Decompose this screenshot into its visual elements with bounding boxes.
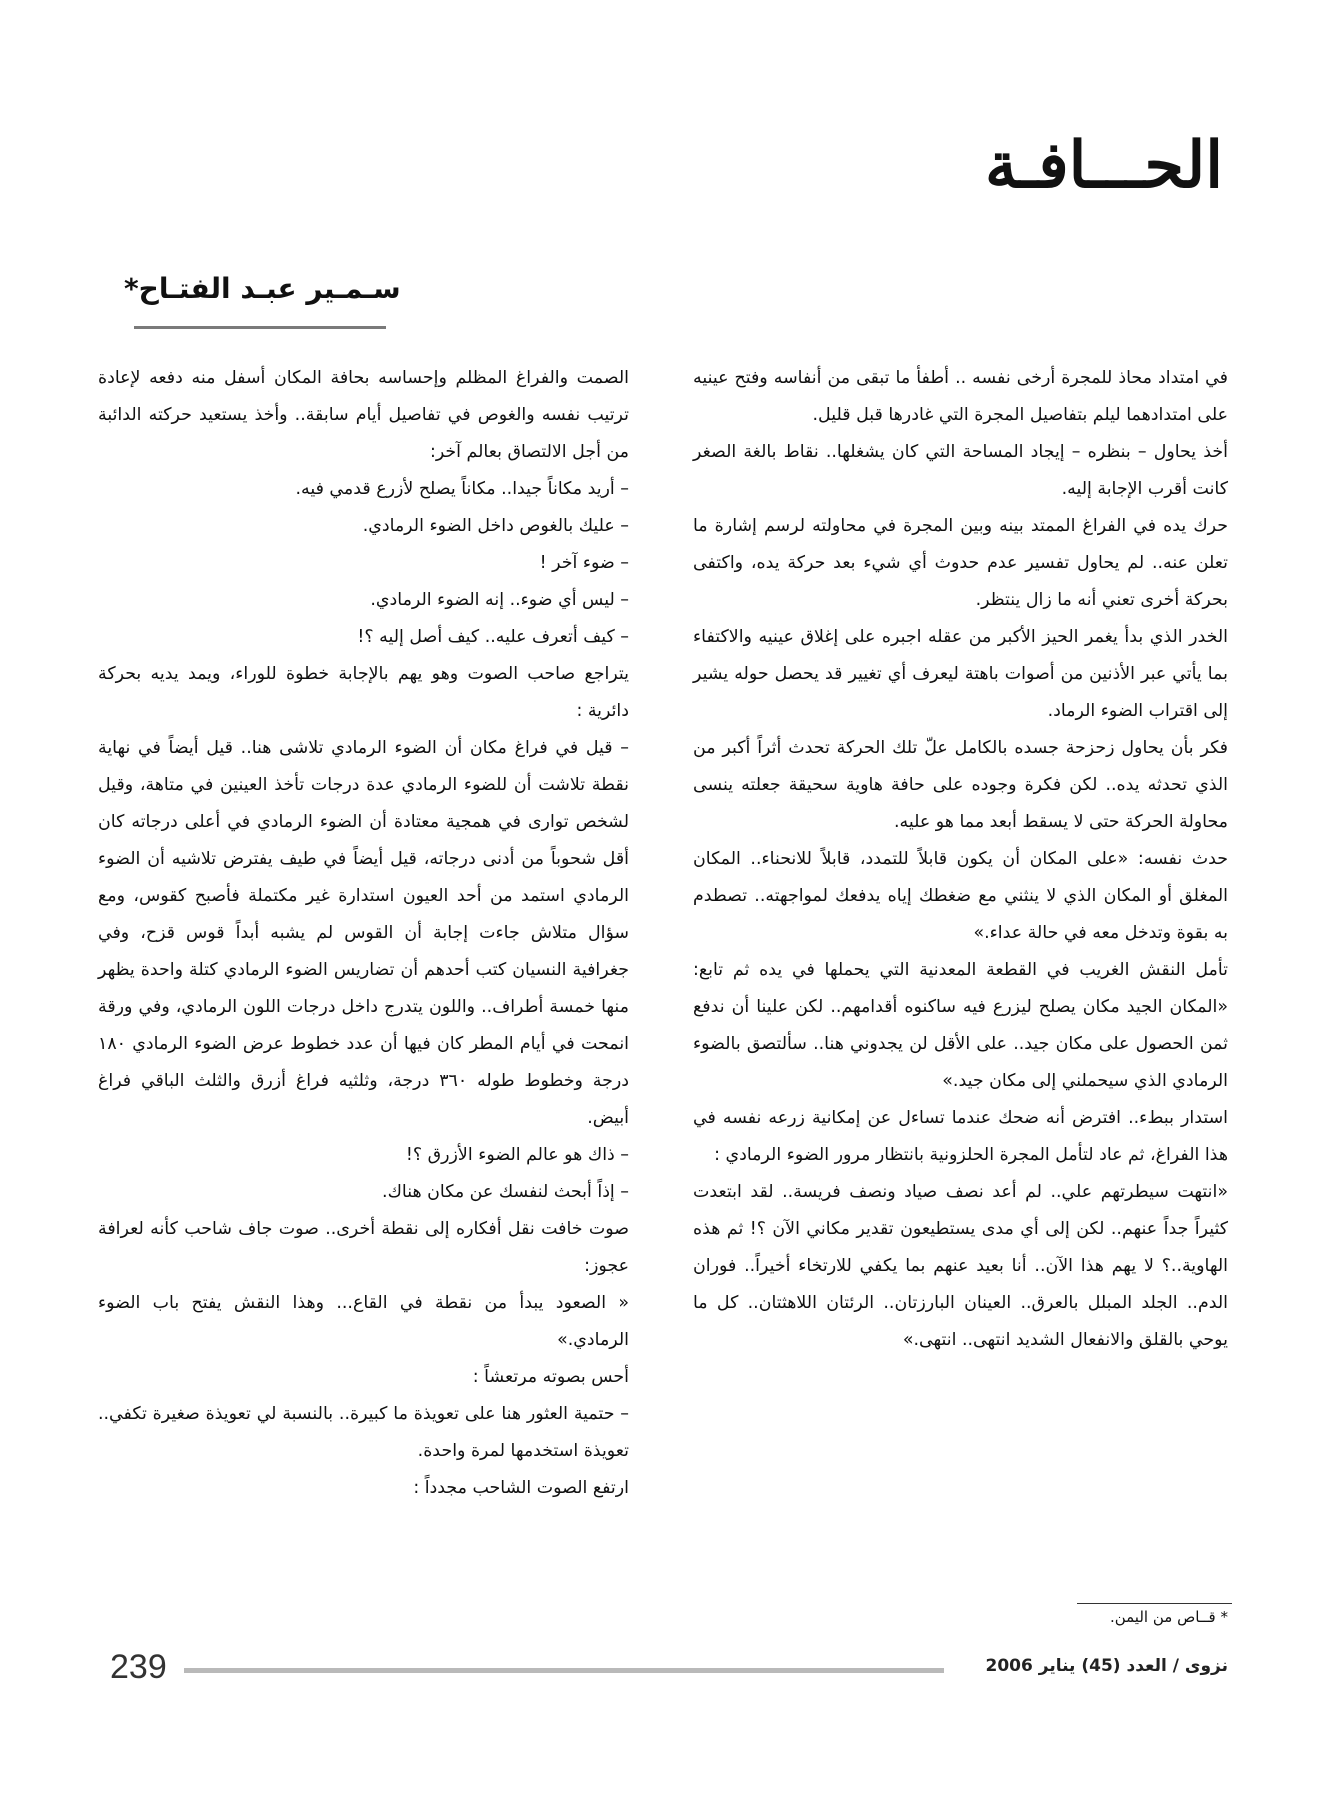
paragraph: الصمت والفراغ المظلم وإحساسه بحافة المكان أسفل منه دفعه لإعادة ترتيب نفسه والغوص في تفاصيل أيام سابقة.. وأخذ يستعيد حركته الدائبة من أجل الالتصاق بعالم آخر: [98, 368, 629, 462]
paragraph: صوت خافت نقل أفكاره إلى نقطة أخرى.. صوت جاف شاحب كأنه لعرافة عجوز: [98, 1219, 629, 1276]
author-underline [134, 326, 386, 329]
paragraph: أحس بصوته مرتعشاً : [472, 1367, 629, 1387]
dialogue-line: – عليك بالغوص داخل الضوء الرمادي. [362, 516, 629, 536]
paragraph: – حتمية العثور هنا على تعويذة ما كبيرة.. بالنسبة لي تعويذة صغيرة تكفي.. تعويذة استخدمها لمرة واحدة. [98, 1404, 629, 1461]
paragraph: « الصعود يبدأ من نقطة في القاع... وهذا النقش يفتح باب الضوء الرمادي.» [98, 1293, 629, 1350]
footer-divider [184, 1668, 944, 1673]
paragraph: استدار ببطء.. افترض أنه ضحك عندما تساءل عن إمكانية زرعه نفسه في هذا الفراغ، ثم عاد لتأمل المجرة الحلزونية بانتظار مرور الضوء الرمادي : [693, 1108, 1228, 1165]
paragraph: يتراجع صاحب الصوت وهو يهم بالإجابة خطوة للوراء، ويمد يديه بحركة دائرية : [98, 664, 629, 721]
text-column-left [98, 360, 629, 1507]
paragraph: أخذ يحاول – بنظره – إيجاد المساحة التي كان يشغلها.. نقاط بالغة الصغر كانت أقرب الإجابة إليه. [693, 442, 1228, 499]
magazine-credit: نزوى / العدد (45) يناير 2006 [985, 1656, 1228, 1676]
paragraph: «انتهت سيطرتهم علي.. لم أعد نصف صياد ونصف فريسة.. لقد ابتعدت كثيراً جداً عنهم.. لكن إلى أي مدى يستطيعون تقدير مكاني الآن ؟! ثم هذه الهاوية..؟ لا يهم هذا الآن.. أنا بعيد عنهم بما يكفي للارتخاء أخيراً.. فوران الدم.. الجلد المبلل بالعرق.. العينان البارزتان.. الرئتان اللاهثتان.. كل ما يوحي بالقلق والانفعال الشديد انتهى.. انتهى.» [693, 1182, 1228, 1350]
paragraph: فكر بأن يحاول زحزحة جسده بالكامل علّ تلك الحركة تحدث أثراً أكبر من الذي تحدثه يده.. لكن فكرة وجوده على حافة هاوية سحيقة جعلته ينسى محاولة الحركة حتى لا يسقط أبعد مما هو عليه. [693, 738, 1228, 832]
dialogue-line: – ليس أي ضوء.. إنه الضوء الرمادي. [370, 590, 629, 610]
author-name: سـمـير عبـد الفتـاح* [124, 272, 401, 305]
paragraph: تأمل النقش الغريب في القطعة المعدنية التي يحملها في يده ثم تابع: «المكان الجيد مكان يصلح ليزرع فيه ساكنوه أقدامهم.. لكن علينا أن ندفع ثمن الحصول على مكان جيد.. على الأقل لن يجدوني هنا.. سألتصق بالضوء الرمادي الذي سيحملني إلى مكان جيد.» [693, 960, 1228, 1091]
dialogue-line: – ضوء آخر ! [539, 553, 629, 573]
paragraph: حدث نفسه: «على المكان أن يكون قابلاً للتمدد، قابلاً للانحناء.. المكان المغلق أو المكان الذي لا ينثني مع ضغطك إياه يدفعك لمواجهته.. تصطدم به بقوة وتدخل معه في حالة عداء.» [693, 849, 1228, 943]
paragraph: الخدر الذي بدأ يغمر الحيز الأكبر من عقله اجبره على إغلاق عينيه والاكتفاء بما يأتي عبر الأذنين من أصوات باهتة ليعرف أي تغيير قد يحصل حوله يشير إلى اقتراب الضوء الرماد. [693, 627, 1228, 721]
page-number: 239 [110, 1648, 167, 1686]
dialogue-line: – إذاً أبحث لنفسك عن مكان هناك. [382, 1182, 629, 1202]
dialogue-line: – أريد مكاناً جيدا.. مكاناً يصلح لأزرع قدمي فيه. [295, 479, 629, 499]
paragraph: – قيل في فراغ مكان أن الضوء الرمادي تلاشى هنا.. قيل أيضاً في نهاية نقطة تلاشت أن للضوء الرمادي عدة درجات تأخذ العينين في متاهة، وقيل لشخص توارى في همجية معتادة أن الضوء الرمادي في أعلى درجاته كان أقل شحوباً من أدنى درجاته، قيل أيضاً في طيف يفترض تلاشيه أن الضوء الرمادي استمد من أحد العيون استدارة غير مكتملة فأصبح كقوس، ومع سؤال متلاش جاءت إجابة أن القوس لم يشبه أبداً قوس قزح، وفي جغرافية النسيان كتب أحدهم أن تضاريس الضوء الرمادي كتلة واحدة يظهر منها خمسة أطراف.. واللون يتدرج داخل درجات اللون الرمادي، وفي ورقة انمحت في أيام المطر كان فيها أن عدد خطوط عرض الضوء الرمادي ١٨٠ درجة وخطوط طوله ٣٦٠ درجة، وثلثيه فراغ أزرق والثلث الباقي فراغ أبيض. [98, 738, 629, 1128]
dialogue-line: – كيف أتعرف عليه.. كيف أصل إليه ؟! [357, 627, 629, 647]
paragraph: في امتداد محاذ للمجرة أرخى نفسه .. أطفأ ما تبقى من أنفاسه وفتح عينيه على امتدادهما ليلم بتفاصيل المجرة التي غادرها قبل قليل. [693, 368, 1228, 425]
text-column-right [693, 360, 1228, 1359]
footnote-divider [1077, 1603, 1232, 1604]
author-footnote: * قــاص من اليمن. [1109, 1608, 1228, 1626]
dialogue-line: – ذاك هو عالم الضوء الأزرق ؟! [405, 1145, 629, 1165]
article-title: الحـــافـة [985, 128, 1223, 203]
paragraph: ارتفع الصوت الشاحب مجدداً : [413, 1478, 629, 1498]
paragraph: حرك يده في الفراغ الممتد بينه وبين المجرة في محاولته لرسم إشارة ما تعلن عنه.. لم يحاول تفسير عدم حدوث أي شيء بعد حركة يده، واكتفى بحركة أخرى تعني أنه ما زال ينتظر. [693, 516, 1228, 610]
